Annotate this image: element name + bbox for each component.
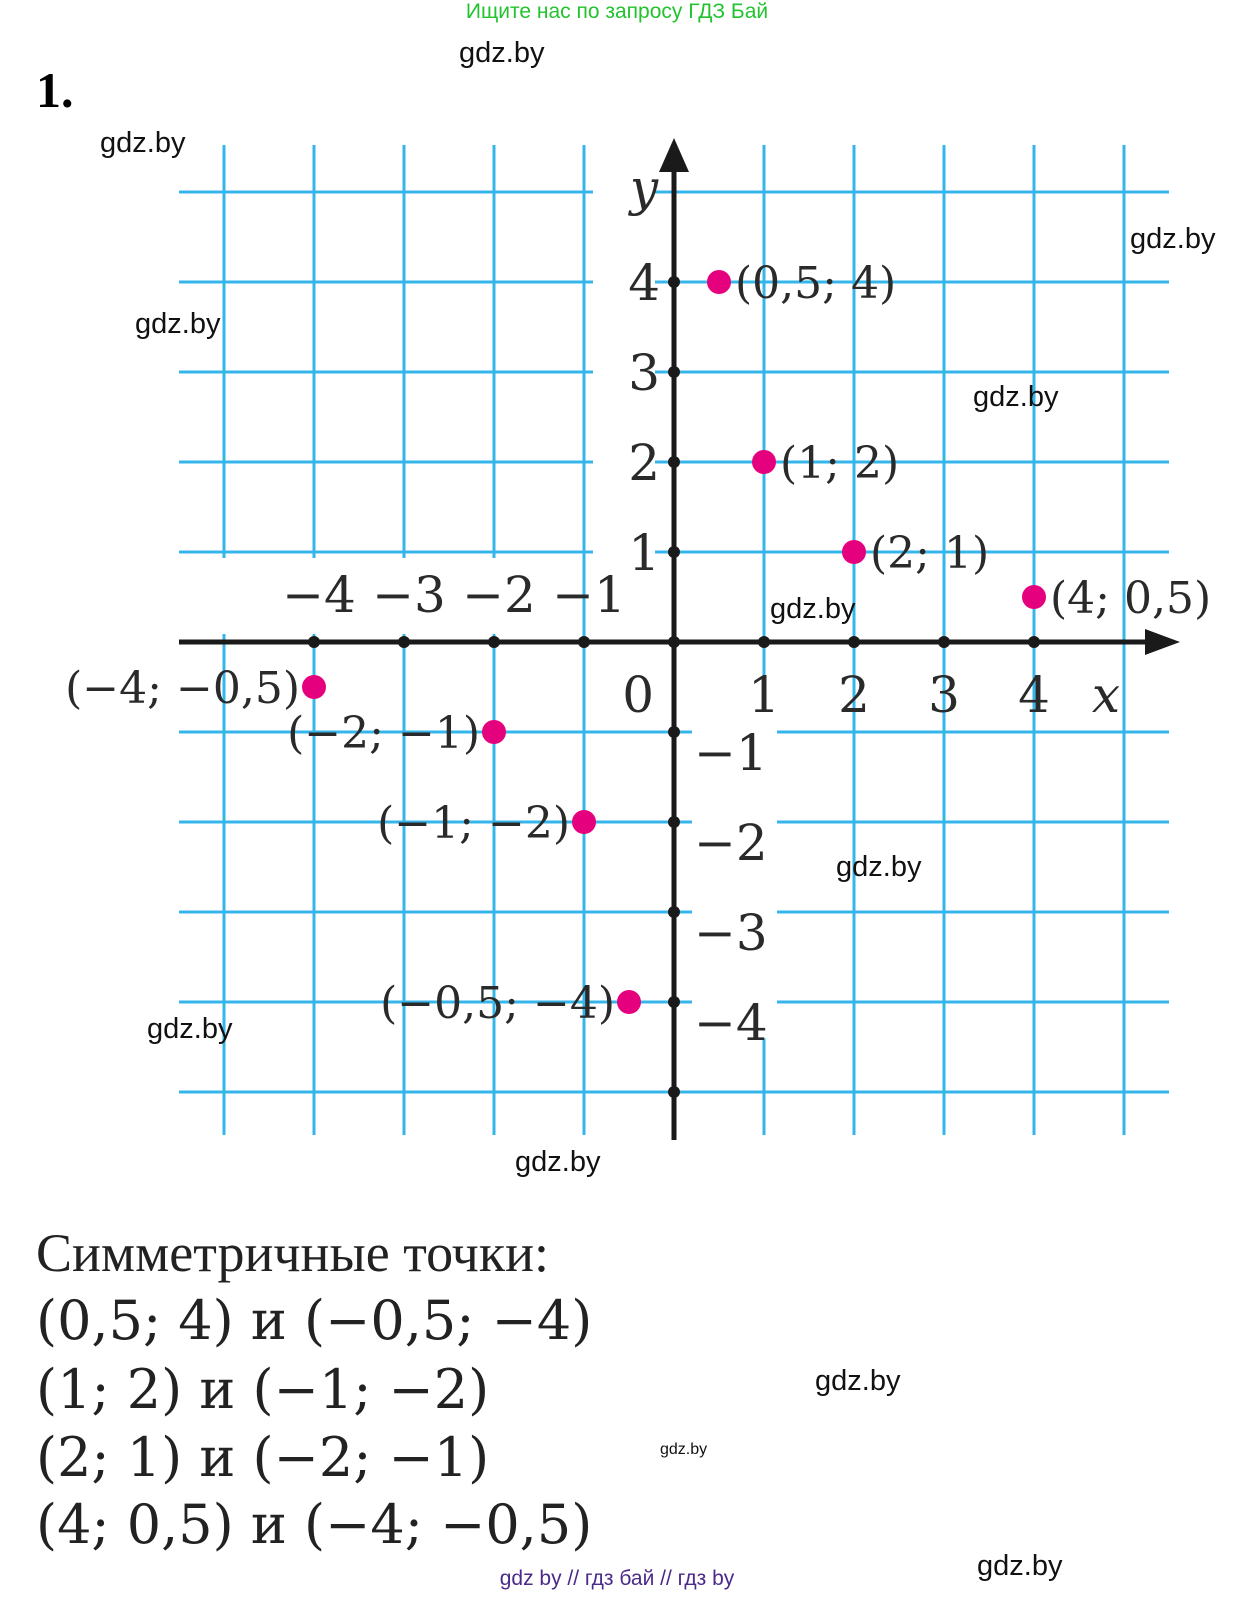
answer-line: (0,5; 4) и (−0,5; −4) xyxy=(36,1289,593,1352)
tick-mark xyxy=(668,636,680,648)
data-point-label: (−4; −0,5) xyxy=(65,663,300,714)
x-tick-label: −1 xyxy=(552,566,626,624)
tick-mark xyxy=(308,636,320,648)
x-tick-label: 4 xyxy=(1018,666,1050,724)
tick-mark xyxy=(758,636,770,648)
watermark: gdz.by xyxy=(836,851,922,883)
answer-title: Симметричные точки: xyxy=(36,1223,549,1283)
tick-mark xyxy=(668,996,680,1008)
answer-line: (2; 1) и (−2; −1) xyxy=(36,1426,490,1489)
y-tick-label: 4 xyxy=(628,254,660,312)
x-tick-label: −2 xyxy=(462,566,536,624)
tick-mark xyxy=(668,366,680,378)
data-point-label: (−1; −2) xyxy=(377,798,570,849)
data-point xyxy=(1022,585,1046,609)
x-tick-label: 3 xyxy=(928,666,960,724)
watermark: gdz.by xyxy=(147,1013,233,1045)
y-tick-label: −4 xyxy=(694,994,768,1052)
watermark: gdz.by xyxy=(135,308,221,340)
y-tick-label: 3 xyxy=(628,344,660,402)
data-point-label: (0,5; 4) xyxy=(735,258,897,309)
tick-mark xyxy=(668,456,680,468)
tick-mark xyxy=(848,636,860,648)
search-hint-banner: Ищите нас по запросу ГДЗ Бай xyxy=(465,0,769,23)
data-point-label: (2; 1) xyxy=(870,528,990,579)
data-point xyxy=(752,450,776,474)
answer-line: (4; 0,5) и (−4; −0,5) xyxy=(36,1493,593,1556)
watermark: gdz.by xyxy=(770,593,856,625)
y-tick-label: −1 xyxy=(694,724,768,782)
tick-mark xyxy=(668,726,680,738)
tick-mark xyxy=(488,636,500,648)
data-point xyxy=(572,810,596,834)
data-point xyxy=(482,720,506,744)
watermark: gdz.by xyxy=(815,1365,901,1397)
y-tick-label: 2 xyxy=(628,434,660,492)
tick-mark xyxy=(938,636,950,648)
tick-mark xyxy=(668,546,680,558)
tick-mark xyxy=(1028,636,1040,648)
watermark: gdz.by xyxy=(515,1146,601,1178)
y-axis-arrow-icon xyxy=(659,138,689,172)
y-tick-label: −2 xyxy=(694,814,768,872)
data-point-label: (−0,5; −4) xyxy=(380,978,615,1029)
tick-mark xyxy=(398,636,410,648)
tick-mark xyxy=(668,276,680,288)
footer-links: gdz by // гдз бай // гдз by xyxy=(499,1567,735,1590)
data-point xyxy=(842,540,866,564)
watermark: gdz.by xyxy=(459,37,545,69)
data-point-label: (4; 0,5) xyxy=(1050,573,1212,624)
watermark: gdz.by xyxy=(100,127,186,159)
task-number: 1. xyxy=(36,62,74,118)
x-tick-label: 1 xyxy=(748,666,780,724)
origin-label: 0 xyxy=(622,666,654,724)
tick-mark xyxy=(668,1086,680,1098)
tick-mark xyxy=(668,906,680,918)
data-point-label: (−2; −1) xyxy=(287,708,480,759)
data-point xyxy=(707,270,731,294)
data-point xyxy=(617,990,641,1014)
watermark: gdz.by xyxy=(977,1550,1063,1582)
y-axis-label: y xyxy=(629,159,659,217)
data-point xyxy=(302,675,326,699)
x-tick-label: 2 xyxy=(838,666,870,724)
x-axis-arrow-icon xyxy=(1145,629,1180,655)
watermark: gdz.by xyxy=(660,1441,708,1458)
watermark: gdz.by xyxy=(1130,223,1216,255)
y-tick-label: 1 xyxy=(628,524,660,582)
tick-mark xyxy=(668,816,680,828)
y-tick-label: −3 xyxy=(694,904,768,962)
x-axis-label: x xyxy=(1091,666,1121,724)
tick-mark xyxy=(578,636,590,648)
watermark: gdz.by xyxy=(973,381,1059,413)
x-tick-label: −4 xyxy=(282,566,356,624)
answer-line: (1; 2) и (−1; −2) xyxy=(36,1358,490,1421)
data-point-label: (1; 2) xyxy=(780,438,900,489)
x-tick-label: −3 xyxy=(372,566,446,624)
